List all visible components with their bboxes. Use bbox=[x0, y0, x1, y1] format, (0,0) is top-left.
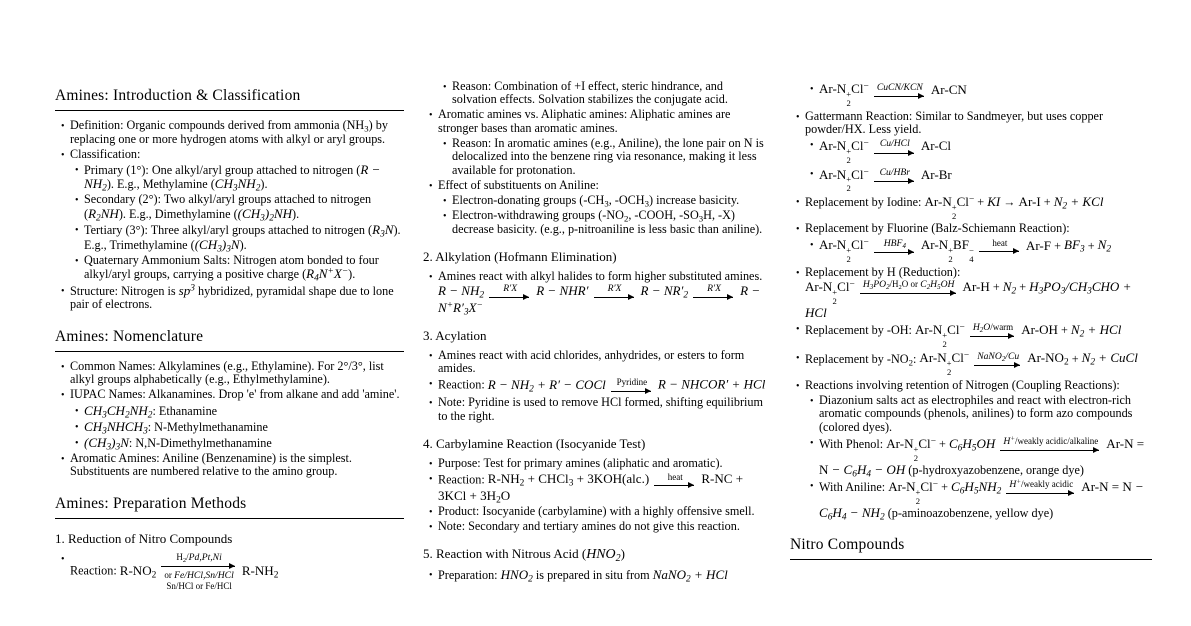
bullet-item: • $(CH_3)_3N$: N,N-Dimethylmethanamine bbox=[55, 436, 404, 451]
bullet-item: • Note: Pyridine is used to remove HCl formed, shifting equilibrium to the right. bbox=[423, 396, 769, 423]
reaction-arrow: CuCN/KCN bbox=[874, 82, 926, 100]
section-heading: Amines: Nomenclature bbox=[55, 327, 204, 345]
bullet-item: • Electron-donating groups ($-CH_3$, $-OCH_3$) increase basicity. bbox=[423, 194, 769, 208]
bullet-item: • Purpose: Test for primary amines (aliphatic and aromatic). bbox=[423, 457, 769, 471]
bullet-item: • Reason: In aromatic amines (e.g., Aniline), the lone pair on N is delocalized into the benzene ring via resonance, making it less available for protonation. bbox=[423, 137, 769, 178]
bullet-item: • Reason: Combination of +I effect, steric hindrance, and solvation effects. Solvation stabilizes the conjugate acid. bbox=[423, 80, 769, 107]
column-right bbox=[790, 80, 1152, 568]
heading-rule bbox=[55, 518, 404, 519]
bullet-item: • Replacement by $-NO_2$: Ar-N + 2 Cl− NaNO$_2$/Cu $Ar-NO_2 + N_2$ + CuCl bbox=[790, 351, 1152, 378]
reaction-arrow: $H_2/Pd,Pt,Ni$ or Fe/HCl,Sn/HCl Sn/HCl or Fe/HCl bbox=[161, 552, 236, 591]
bullet-item: • Reaction: $R-NH_2$ + CHCl$_3$ + 3KOH(alc.) heat $R-NC + 3KCl + 3H_2O$ bbox=[423, 472, 769, 504]
reaction-arrow: Pyridine bbox=[611, 377, 653, 394]
numbered-heading: 3. Acylation bbox=[423, 327, 487, 343]
heading-rule bbox=[55, 351, 404, 352]
bullet-item: • Note: Secondary and tertiary amines do not give this reaction. bbox=[423, 520, 769, 534]
bullet-item: • Structure: Nitrogen is $sp^3$ hybridized, pyramidal shape due to lone pair of electrons. bbox=[55, 284, 404, 312]
reaction-arrow: heat bbox=[654, 472, 696, 489]
bullet-item: • Amines react with alkyl halides to form higher substituted amines. $R - NH_2$ R′X R − NHR′ R′X $R - NR'_2$ R′X $R - N^+R'_3X^-$ bbox=[423, 270, 769, 316]
heading-rule bbox=[55, 110, 404, 111]
reaction-arrow: $H_3PO_2/H_2O$ or $C_2H_5OH$ bbox=[860, 279, 958, 297]
numbered-heading: 2. Alkylation (Hofmann Elimination) bbox=[423, 248, 617, 264]
bullet-item: • Replacement by Fluorine (Balz-Schiemann Reaction): bbox=[790, 222, 1152, 236]
bullet-item: • Diazonium salts act as electrophiles and react with electron-rich aromatic compounds (phenols, anilines) to form azo compounds (colored dyes). bbox=[790, 394, 1152, 435]
bullet-item: • Ar-N + 2 Cl− Cu/HCl Ar-Cl bbox=[790, 138, 1152, 165]
reaction-arrow: Cu/HCl bbox=[874, 138, 916, 156]
numbered-heading: 5. Reaction with Nitrous Acid $(HNO_2)$ bbox=[423, 545, 625, 564]
section-heading: Amines: Preparation Methods bbox=[55, 494, 247, 512]
section-heading: Amines: Introduction & Classification bbox=[55, 87, 301, 104]
column-left bbox=[55, 86, 404, 593]
bullet-item: • Ar-N + 2 Cl− $HBF_4$ Ar-N + 2 BF − 4 heat $Ar-F + BF_3 + N_2$ bbox=[790, 238, 1152, 265]
bullet-item: • Reaction: $R-NO_2$ $H_2/Pd,Pt,Ni$ or Fe/HCl,Sn/HCl Sn/HCl or Fe/HCl $R-NH_2$ bbox=[55, 552, 404, 591]
bullet-item: • Secondary (2°): Two alkyl/aryl groups attached to nitrogen $(R_2NH)$. E.g., Dimethylamine $((CH_3)_2NH)$. bbox=[55, 193, 404, 221]
bullet-item: • Product: Isocyanide (carbylamine) with a highly offensive smell. bbox=[423, 505, 769, 519]
bullet-item: • $CH_3CH_2NH_2$: Ethanamine bbox=[55, 404, 404, 419]
bullet-item: • Reactions involving retention of Nitrogen (Coupling Reactions): bbox=[790, 379, 1152, 393]
section-heading: Nitro Compounds bbox=[790, 536, 905, 554]
bullet-item: • Preparation: $HNO_2$ is prepared in situ from NaNO$_2$ + HCl bbox=[423, 568, 769, 583]
reaction-arrow: R′X bbox=[594, 283, 636, 301]
reaction-arrow: R′X bbox=[489, 283, 531, 301]
reaction-arrow: $HBF_4$ bbox=[874, 238, 916, 256]
bullet-item: • Replacement by -OH: Ar-N + 2 Cl− $H_2O$/warm $Ar-OH + N_2$ + HCl bbox=[790, 322, 1152, 349]
bullet-item: • Replacement by Iodine: Ar-N + 2 Cl− + KI → $Ar-I + N_2$ + KCl bbox=[790, 195, 1152, 221]
bullet-item: • Tertiary (3°): Three alkyl/aryl groups attached to nitrogen $(R_3N)$. E.g., Trimethylamine $((CH_3)_3N)$. bbox=[55, 223, 404, 252]
bullet-item: • Gattermann Reaction: Similar to Sandmeyer, but uses copper powder/HX. Less yield. bbox=[790, 110, 1152, 137]
numbered-heading: 1. Reduction of Nitro Compounds bbox=[55, 530, 233, 546]
reaction-arrow: H+/weakly acidic/alkaline bbox=[1000, 436, 1101, 454]
bullet-item: • IUPAC Names: Alkanamines. Drop 'e' from alkane and add 'amine'. bbox=[55, 388, 404, 402]
reaction-arrow: NaNO$_2$/Cu bbox=[974, 351, 1022, 369]
bullet-item: • $CH_3NHCH_3$: N-Methylmethanamine bbox=[55, 420, 404, 435]
reaction-arrow: Cu/HBr bbox=[874, 167, 916, 185]
numbered-heading: 4. Carbylamine Reaction (Isocyanide Test) bbox=[423, 435, 646, 451]
bullet-item: • Classification: bbox=[55, 148, 404, 162]
bullet-item: • Amines react with acid chlorides, anhydrides, or esters to form amides. bbox=[423, 349, 769, 376]
bullet-item: • With Aniline: Ar-N + 2 $Cl^- + C_6H_5NH_2$ H+/weakly acidic $Ar-N = N - C_6H_4 - NH_2$ (p-aminoazobenzene, yellow dye) bbox=[790, 479, 1152, 520]
bullet-item: • Common Names: Alkylamines (e.g., Ethylamine). For 2°/3°, list alkyl groups alphabetically (e.g., Ethylmethylamine). bbox=[55, 360, 404, 387]
column-middle bbox=[423, 78, 769, 584]
bullet-item: • Aromatic Amines: Aniline (Benzenamine) is the simplest. Substituents are numbered relative to the amino group. bbox=[55, 452, 404, 479]
bullet-item: • With Phenol: Ar-N + 2 $Cl^- + C_6H_5OH$ H+/weakly acidic/alkaline $Ar-N = N - C_6H_4$ − OH (p-hydroxyazobenzene, orange dye) bbox=[790, 436, 1152, 477]
heading-rule bbox=[790, 559, 1152, 560]
bullet-item: • Quaternary Ammonium Salts: Nitrogen atom bonded to four alkyl/aryl groups, carrying a positive charge $(R_4N^+X^-)$. bbox=[55, 254, 404, 282]
bullet-item: • Reaction: $R - NH_2 + R'$ − COCl Pyridine R − NHCOR′ + HCl bbox=[423, 377, 769, 394]
bullet-item: • Electron-withdrawing groups ($-NO_2$, -COOH, $-SO_3H$, -X) decrease basicity. (e.g., p-nitroaniline is less basic than aniline). bbox=[423, 209, 769, 236]
reaction-arrow: R′X bbox=[693, 283, 735, 301]
bullet-item: • Ar-N + 2 Cl− Cu/HBr Ar-Br bbox=[790, 167, 1152, 194]
bullet-item: • Ar-N + 2 Cl− CuCN/KCN Ar-CN bbox=[790, 82, 1152, 109]
reaction-arrow: heat bbox=[979, 238, 1021, 255]
reaction-arrow: H+/weakly acidic bbox=[1006, 479, 1076, 497]
bullet-item: • Replacement by H (Reduction): Ar-N + 2 Cl− $H_3PO_2/H_2O$ or $C_2H_5OH$ $Ar-H + N_2 + H_3PO_3/CH_3CHO$ + HCl bbox=[790, 266, 1152, 321]
bullet-item: • Primary (1°): One alkyl/aryl group attached to nitrogen $(R - NH_2)$. E.g., Methylamine $(CH_3NH_2)$. bbox=[55, 163, 404, 192]
reaction-arrow: $H_2O$/warm bbox=[970, 322, 1016, 340]
bullet-item: • Definition: Organic compounds derived from ammonia $(NH_3)$ by replacing one or more hydrogen atoms with alkyl or aryl groups. bbox=[55, 119, 404, 146]
bullet-item: • Aromatic amines vs. Aliphatic amines: Aliphatic amines are stronger bases than aromatic amines. bbox=[423, 108, 769, 135]
bullet-item: • Effect of substituents on Aniline: bbox=[423, 179, 769, 193]
